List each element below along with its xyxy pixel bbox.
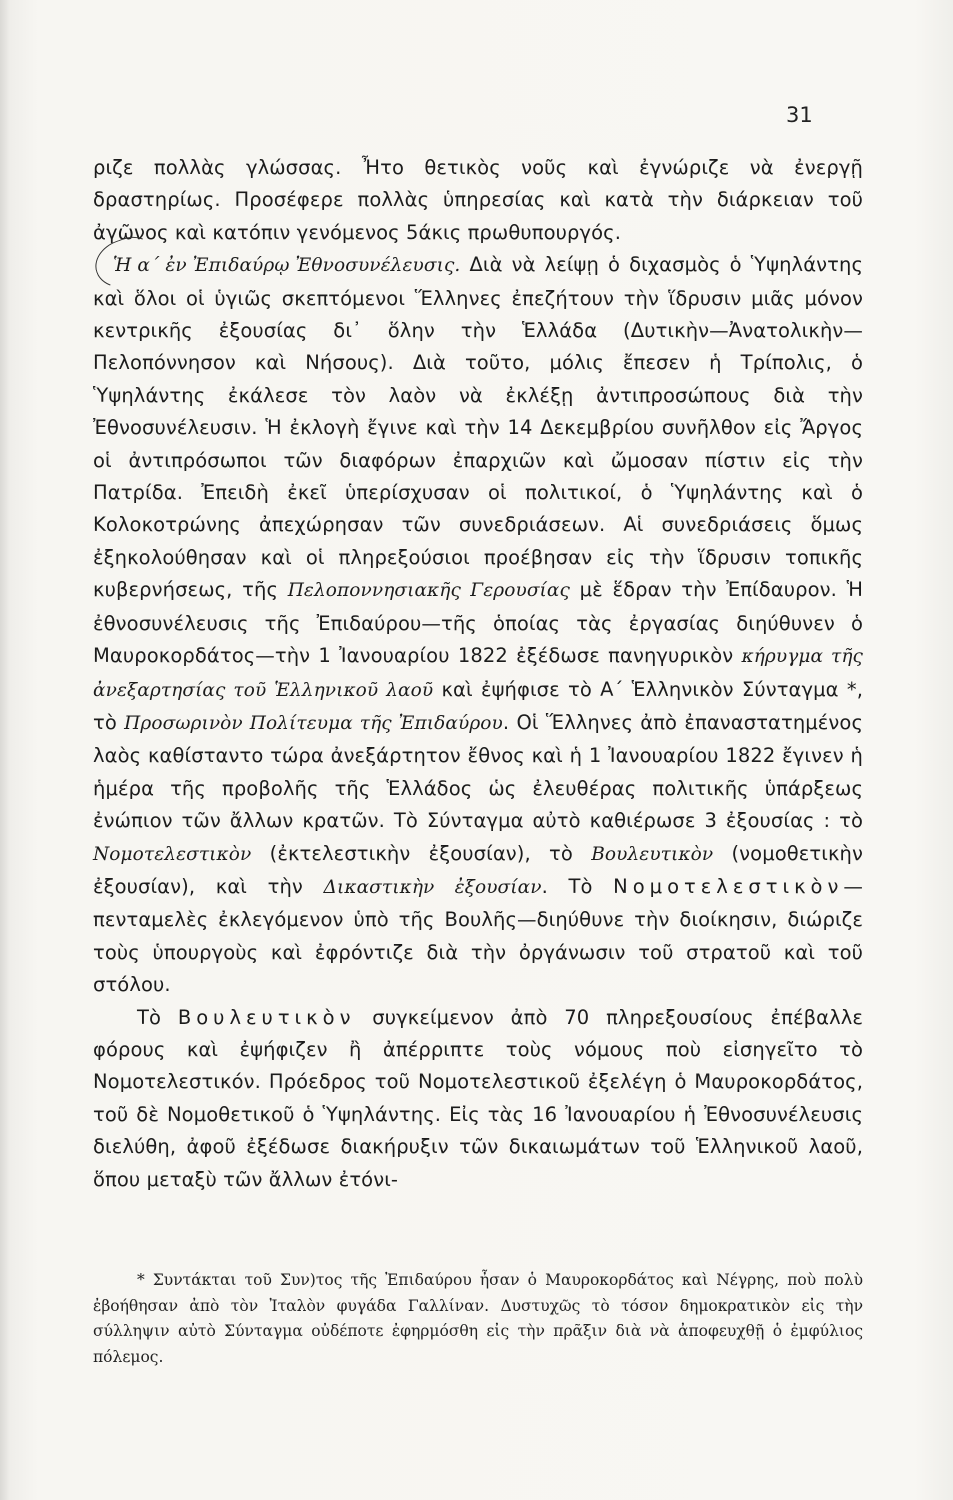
- paragraph-2-text-a: Διὰ νὰ λείψῃ ὁ διχασμὸς ὁ Ὑψηλάντης καὶ ὅλοι οἱ ὑγιῶς σκεπτόμενοι Ἕλληνες ἐπεζήτουν τὴν ἵδρυσιν μιᾶς μόνον κεντρικῆς ἐξουσίας δι᾽ ὅλην τὴν Ἑλλάδα (Δυτικὴν—Ἀνατολικὴν—Πελοπόννησον καὶ Νήσους). Διὰ τοῦτο, μόλις ἔπεσεν ἡ Τρίπολις, ὁ Ὑψηλάντης ἐκάλεσε τὸν λαὸν νὰ ἐκλέξῃ ἀντιπροσώπους διὰ τὴν Ἐθνοσυνέλευσιν. Ἡ ἐκλογὴ ἔγινε καὶ τὴν 14 Δεκεμβρίου συνῆλθον εἰς Ἄργος οἱ ἀντιπρόσωποι τῶν διαφόρων ἐπαρχιῶν καὶ ὤμοσαν πίστιν εἰς τὴν Πατρίδα. Ἐπειδὴ ἐκεῖ ὑπερίσχυσαν οἱ πολιτικοί, ὁ Ὑψηλάντης καὶ ὁ Κολοκοτρώνης ἀπεχώρησαν τῶν συνεδριάσεων. Αἱ συνεδριάσεις ὅμως ἐξηκολούθησαν καὶ οἱ πληρεξούσιοι προέβησαν εἰς τὴν ἵδρυσιν τοπικῆς κυβερνήσεως, τῆς: [93, 253, 863, 602]
- paragraph-3-text-a: Τὸ: [137, 1005, 178, 1029]
- paragraph-2-text-e: (ἐκτελεστικὴν ἐξουσίαν), τὸ: [251, 841, 592, 865]
- italic-legislative: Βουλευτικὸν: [591, 843, 714, 865]
- italic-proclamation: κήρυγμα τῆς ἀνεξαρτησίας τοῦ Ἑλληνικοῦ λαοῦ: [93, 646, 863, 701]
- paragraph-1: [93, 152, 863, 249]
- paragraph-3: [93, 1002, 863, 1196]
- italic-peloponnesian-gerousia: Πελοποννησιακῆς Γερουσίας: [287, 580, 570, 602]
- page-shadow: [0, 0, 10, 1500]
- paragraph-1-text: ριζε πολλὰς γλώσσας. Ἦτο θετικὸς νοῦς καὶ ἐγνώριζε νὰ ἐνεργῇ δραστηρίως. Προσέφερε πολλὰς ὑπηρεσίας καὶ κατὰ τὴν διάρκειαν τοῦ ἀγῶνος καὶ κατόπιν γενόμενος 5άκις πρωθυπουργός.: [93, 156, 863, 244]
- paragraph-2-text-c: καὶ ἐψήφισε τὸ Α΄ Ἑλληνικὸν Σύνταγμα *, τὸ: [93, 677, 863, 734]
- paragraph-2-text-f: (νομοθετικὴν ἐξουσίαν), καὶ τὴν: [93, 841, 863, 898]
- page-number: 31: [786, 103, 813, 127]
- section-heading: Ἡ α΄ ἐν Ἐπιδαύρῳ Ἐθνοσυνέλευσις.: [113, 255, 461, 277]
- italic-provisional-constitution: Προσωρινὸν Πολίτευμα τῆς Ἐπιδαύρου: [124, 712, 503, 734]
- body-text: [93, 152, 863, 1196]
- italic-executive: Νομοτελεστικὸν: [93, 843, 252, 865]
- paragraph-2-text-d: . Οἱ Ἕλληνες ἀπὸ ἐπαναστατημένος λαὸς καθίσταντο τώρα ἀνεξάρτητον ἔθνος καὶ ἡ 1 Ἰανουαρίου 1822 ἔγινεν ἡ ἡμέρα τῆς προβολῆς τῆς Ἑλλάδος ὡς ἐλευθέρας πολιτικῆς ὑπάρξεως ἐνώπιον τῶν ἄλλων κρατῶν. Τὸ Σύνταγμα αὐτὸ καθιέρωσε 3 ἐξουσίας : τὸ: [93, 710, 863, 833]
- paragraph-3-text-b: συγκείμενον ἀπὸ 70 πληρεξουσίους ἐπέβαλλε φόρους καὶ ἐψήφιζεν ἢ ἀπέρριπτε τοὺς νόμους ποὺ εἰσηγεῖτο τὸ Νομοτελεστικόν. Πρόεδρος τοῦ Νομοτελεστικοῦ ἐξελέγη ὁ Μαυροκορδάτος, τοῦ δὲ Νομοθετικοῦ ὁ Ὑψηλάντης. Εἰς τὰς 16 Ἰανουαρίου ἡ Ἐθνοσυνέλευσις διελύθη, ἀφοῦ ἐξέδωσε διακήρυξιν τῶν δικαιωμάτων τοῦ Ἑλληνικοῦ λαοῦ, ὅπου μεταξὺ τῶν ἄλλων ἐτόνι-: [93, 1005, 863, 1191]
- spaced-executive: Νομοτελεστικὸν: [613, 874, 844, 898]
- paragraph-2-text-h: —πενταμελὲς ἐκλεγόμενον ὑπὸ τῆς Βουλῆς—διηύθυνε τὴν διοίκησιν, διώριζε τοὺς ὑπουργοὺς καὶ ἐφρόντιζε διὰ τὴν ὀργάνωσιν τοῦ στρατοῦ καὶ τοῦ στόλου.: [93, 874, 863, 997]
- paragraph-2-text-b: μὲ ἕδραν τὴν Ἐπίδαυρον. Ἡ ἐθνοσυνέλευσις τῆς Ἐπιδαύρου—τῆς ὁποίας τὰς ἐργασίας διηύθυνεν ὁ Μαυροκορδάτος—τὴν 1 Ἰανουαρίου 1822 ἐξέδωσε πανηγυρικὸν: [93, 578, 863, 668]
- paragraph-2: [93, 249, 863, 1001]
- spaced-legislative: Βουλευτικὸν: [177, 1005, 356, 1029]
- italic-judicial: Δικαστικὴν ἐξουσίαν: [323, 876, 542, 898]
- paragraph-2-text-g: . Τὸ: [541, 874, 614, 898]
- footnote: [93, 1268, 863, 1370]
- footnote-text: * Συντάκται τοῦ Συν)τος τῆς Ἐπιδαύρου ἦσαν ὁ Μαυροκορδάτος καὶ Νέγρης, ποὺ πολὺ ἐβοήθησαν ἀπὸ τὸν Ἰταλὸν φυγάδα Γαλλίναν. Δυστυχῶς τὸ τόσον δημοκρατικὸν εἰς τὴν σύλληψιν αὐτὸ Σύνταγμα οὐδέποτε ἐφηρμόσθη εἰς τὴν πρᾶξιν διὰ νὰ ἀποφευχθῇ ὁ ἐμφύλιος πόλεμος.: [93, 1271, 863, 1366]
- section-heading-wrap: [113, 249, 460, 282]
